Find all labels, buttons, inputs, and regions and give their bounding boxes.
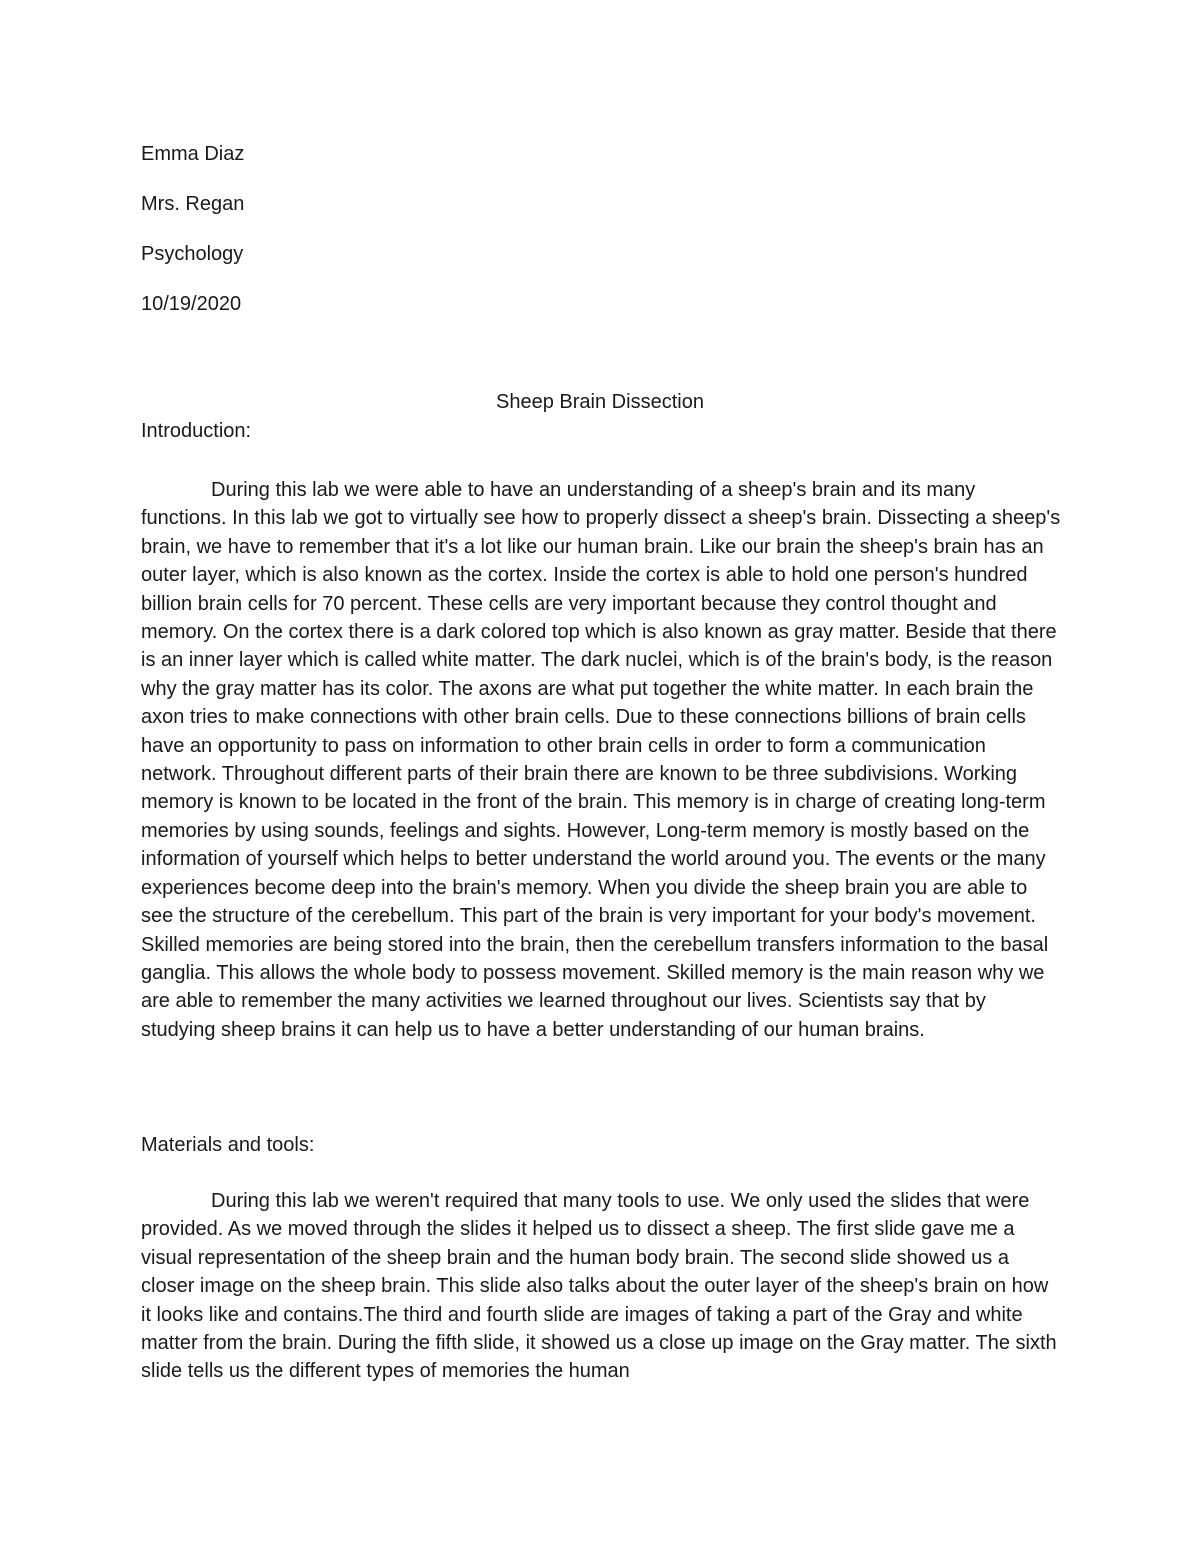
teacher-name: Mrs. Regan xyxy=(141,193,245,215)
introduction-paragraph: During this lab we were able to have an understanding of a sheep's brain and its many functions. In this lab we got to virtually see how to properly dissect a sheep's brain. Dissecting a sheep's brain, we have to remember that it's a lot like our human brain. Like our brain the sheep's brain has an outer layer, which is also known as the cortex. Inside the cortex is able to hold one person's hundred billion brain cells for 70 percent. These cells are very important because they control thought and memory. On the cortex there is a dark colored top which is also known as gray matter. Beside that there is an inner layer which is called white matter. The dark nuclei, which is of the brain's body, is the reason why the gray matter has its color. The axons are what put together the white matter. In each brain the axon tries to make connections with other brain cells. Due to these connections billions of brain cells have an opportunity to pass on information to other brain cells in order to form a communication network. Throughout different parts of their brain there are known to be three subdivisions. Working memory is known to be located in the front of the brain. This memory is in charge of creating long-term memories by using sounds, feelings and sights. However, Long-term memory is mostly based on the information of yourself which helps to better understand the world around you. The events or the many experiences become deep into the brain's memory. When you divide the sheep brain you are able to see the structure of the cerebellum. This part of the brain is very important for your body's movement. Skilled memories are being stored into the brain, then the cerebellum transfers information to the basal ganglia. This allows the whole body to possess movement. Skilled memory is the main reason why we are able to remember the many activities we learned throughout our lives. Scientists say that by studying sheep brains it can help us to have a better understanding of our human brains. xyxy=(141,479,1061,1041)
introduction-heading: Introduction: xyxy=(141,420,252,442)
class-name: Psychology xyxy=(141,243,244,265)
materials-heading: Materials and tools: xyxy=(141,1134,315,1156)
document-title: Sheep Brain Dissection xyxy=(496,391,704,413)
student-name: Emma Diaz xyxy=(141,143,245,165)
materials-paragraph: During this lab we weren't required that many tools to use. We only used the slides that were provided. As we moved through the slides it helped us to dissect a sheep. The first slide gave me a visual representation of the sheep brain and the human body brain. The second slide showed us a closer image on the sheep brain. This slide also talks about the outer layer of the sheep's brain on how it looks like and contains.The third and fourth slide are images of taking a part of the Gray and white matter from the brain. During the fifth slide, it showed us a close up image on the Gray matter. The sixth slide tells us the different types of memories the human xyxy=(141,1190,1057,1383)
document-date: 10/19/2020 xyxy=(141,293,242,315)
